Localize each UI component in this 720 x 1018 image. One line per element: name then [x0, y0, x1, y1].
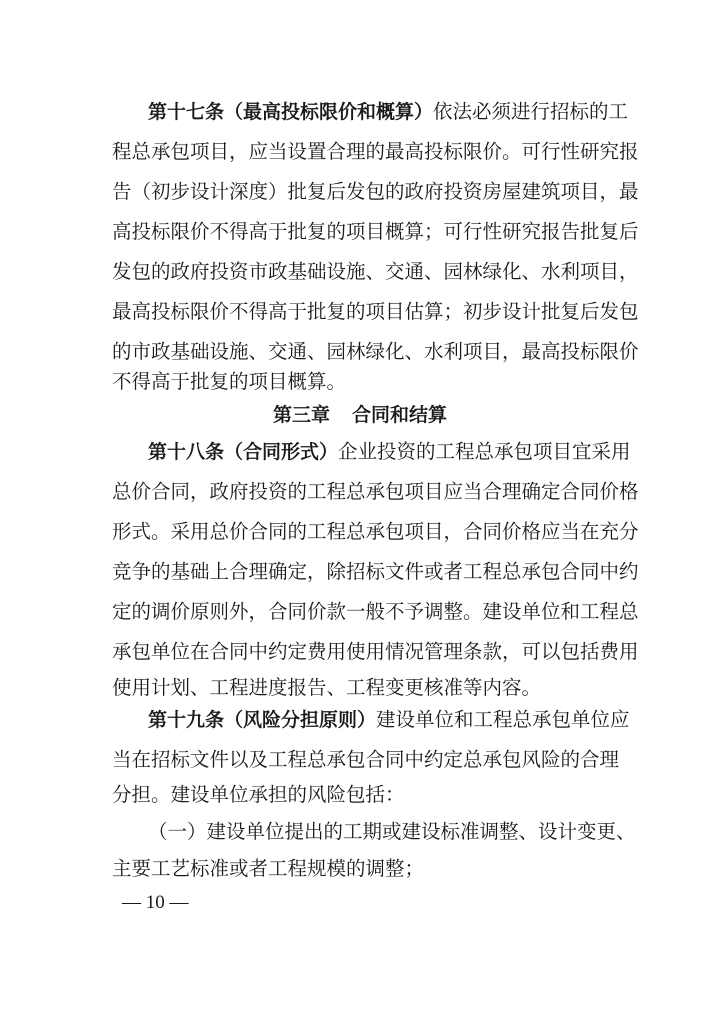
article-18-line: 总价合同，政府投资的工程总承包项目应当合理确定合同价格 [112, 480, 639, 503]
article-18-line: 承包单位在合同中约定费用使用情况管理条款，可以包括费用 [112, 640, 639, 663]
article-18-line: 定的调价原则外，合同价款一般不予调整。建设单位和工程总 [112, 600, 639, 623]
article-17-line: 发包的政府投资市政基础设施、交通、园林绿化、水利项目， [112, 260, 639, 283]
article-17-text: 依法必须进行招标的工 [433, 100, 629, 123]
article-19-line: 当在招标文件以及工程总承包合同中约定总承包风险的合理 [112, 748, 620, 771]
article-19-line: 分担。建设单位承担的风险包括： [112, 783, 405, 806]
article-17-line: 告（初步设计深度）批复后发包的政府投资房屋建筑项目，最 [112, 180, 639, 203]
item-1-line: 主要工艺标准或者工程规模的调整； [112, 857, 425, 880]
chapter-title: 合同和结算 [352, 404, 448, 426]
article-17-heading: 第十七条（最高投标限价和概算） [148, 101, 434, 123]
article-18-line: 使用计划、工程进度报告、工程变更核准等内容。 [112, 676, 542, 699]
article-19-first-line [148, 700, 630, 740]
article-19-heading: 第十九条（风险分担原则） [148, 709, 377, 731]
article-19-text: 建设单位和工程总承包单位应 [376, 708, 630, 731]
article-18-first-line [148, 432, 631, 472]
article-17-line: 最高投标限价不得高于批复的项目估算；初步设计批复后发包 [112, 300, 639, 323]
article-17-line: 的市政基础设施、交通、园林绿化、水利项目，最高投标限价 [112, 340, 639, 363]
article-17-first-line [148, 92, 629, 132]
page-number: — 10 — [122, 892, 189, 913]
article-18-line: 形式。采用总价合同的工程总承包项目，合同价格应当在充分 [112, 520, 639, 543]
chapter-number: 第三章 [272, 404, 330, 426]
article-18-heading: 第十八条（合同形式） [148, 441, 339, 463]
article-17-line: 程总承包项目，应当设置合理的最高投标限价。可行性研究报 [112, 140, 639, 163]
article-17-line: 不得高于批复的项目概算。 [112, 370, 347, 393]
article-17-line: 高投标限价不得高于批复的项目概算；可行性研究报告批复后 [112, 220, 639, 243]
article-18-text: 企业投资的工程总承包项目宜采用 [338, 440, 631, 463]
article-18-line: 竞争的基础上合理确定，除招标文件或者工程总承包合同中约 [112, 560, 639, 583]
chapter-heading [0, 395, 720, 435]
item-1-line: （一）建设单位提出的工期或建设标准调整、设计变更、 [148, 820, 636, 843]
